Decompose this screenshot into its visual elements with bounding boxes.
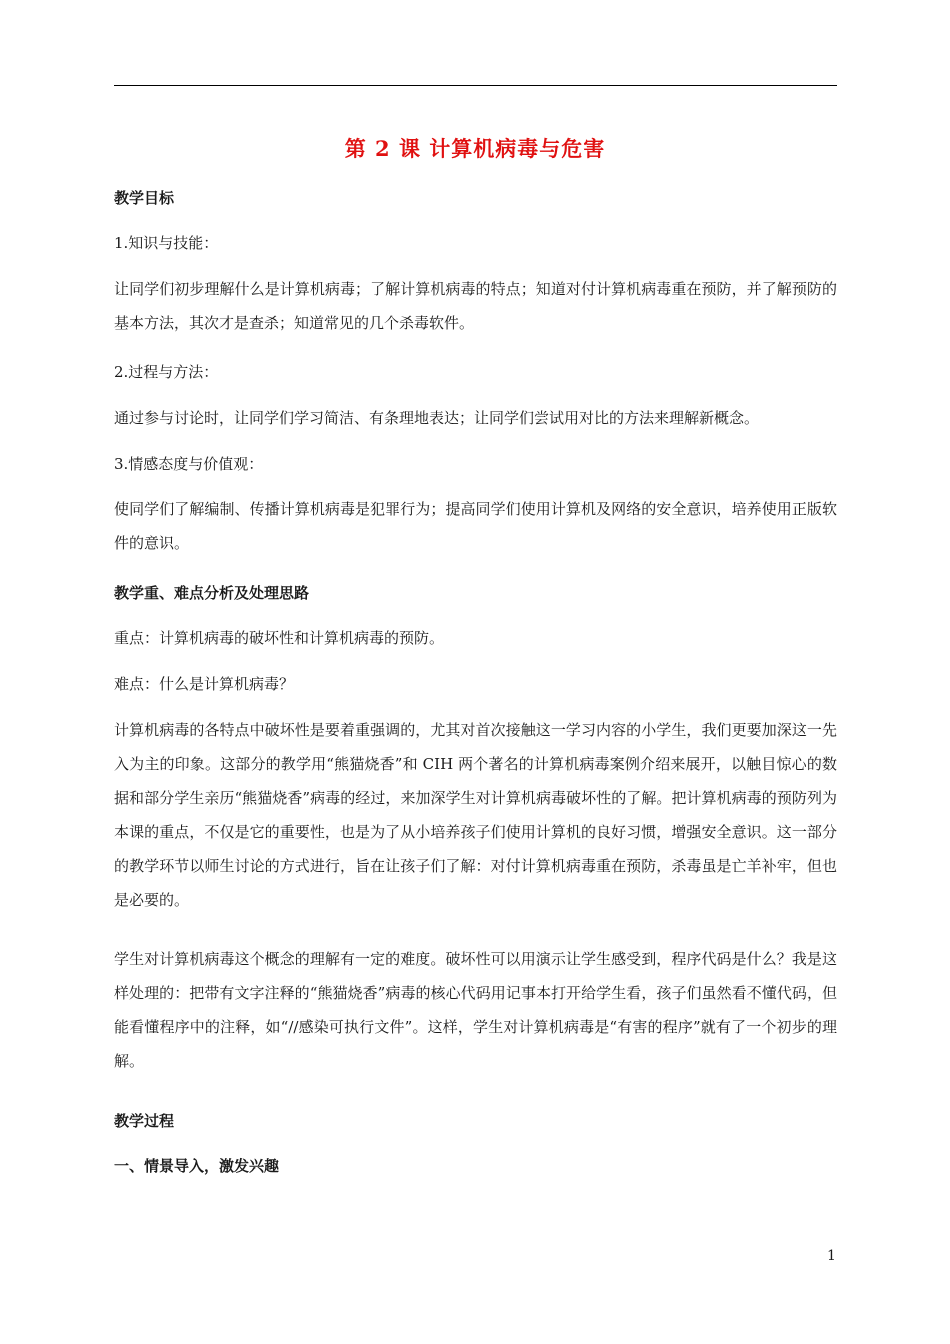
objective-3-label: 3.情感态度与价值观： [114,455,264,473]
objective-1-label: 1.知识与技能： [114,234,219,252]
objective-2-label: 2.过程与方法： [114,363,219,381]
heading-objectives: 教学目标 [114,189,175,207]
analysis-paragraph-1: 计算机病毒的各特点中破坏性是要着重强调的，尤其对首次接触这一学习内容的小学生，我们更要加深这一先入为主的印象。这部分的教学用“熊猫烧香”和 CIH 两个著名的计算机病毒案例介绍来展开，以触目惊心的数据和部分学生亲历“熊猫烧香”病毒的经过，来加深学生对计算机病毒破坏性的了解。把计算机病毒的预防列为本课的重点，不仅是它的重要性，也是为了从小培养孩子们使用计算机的良好习惯，增强安全意识。这一部分的教学环节以师生讨论的方式进行，旨在让孩子们了解：对付计算机病毒重在预防，杀毒虽是亡羊补牢，但也是必要的。 [114,721,837,909]
objective-1-text: 让同学们初步理解什么是计算机病毒；了解计算机病毒的特点；知道对付计算机病毒重在预防，并了解预防的基本方法，其次才是查杀；知道常见的几个杀毒软件。 [114,280,837,332]
document-title: 第 2 课 计算机病毒与危害 [344,136,606,161]
objective-3-text: 使同学们了解编制、传播计算机病毒是犯罪行为；提高同学们使用计算机及网络的安全意识，培养使用正版软件的意识。 [114,500,837,552]
heading-step-1: 一、情景导入，激发兴趣 [114,1157,280,1175]
key-point: 重点：计算机病毒的破坏性和计算机病毒的预防。 [114,629,445,647]
header-rule [114,85,837,86]
page-number: 1 [827,1248,836,1264]
analysis-paragraph-2: 学生对计算机病毒这个概念的理解有一定的难度。破坏性可以用演示让学生感受到，程序代码是什么？我是这样处理的：把带有文字注释的“熊猫烧香”病毒的核心代码用记事本打开给学生看，孩子们虽然看不懂代码，但能看懂程序中的注释，如“//感染可执行文件”。这样，学生对计算机病毒是“有害的程序”就有了一个初步的理解。 [114,950,837,1070]
objective-2-text: 通过参与讨论时，让同学们学习简洁、有条理地表达；让同学们尝试用对比的方法来理解新概念。 [114,409,760,427]
difficult-point: 难点：什么是计算机病毒？ [114,675,295,693]
heading-analysis: 教学重、难点分析及处理思路 [114,584,310,602]
heading-process: 教学过程 [114,1112,175,1130]
